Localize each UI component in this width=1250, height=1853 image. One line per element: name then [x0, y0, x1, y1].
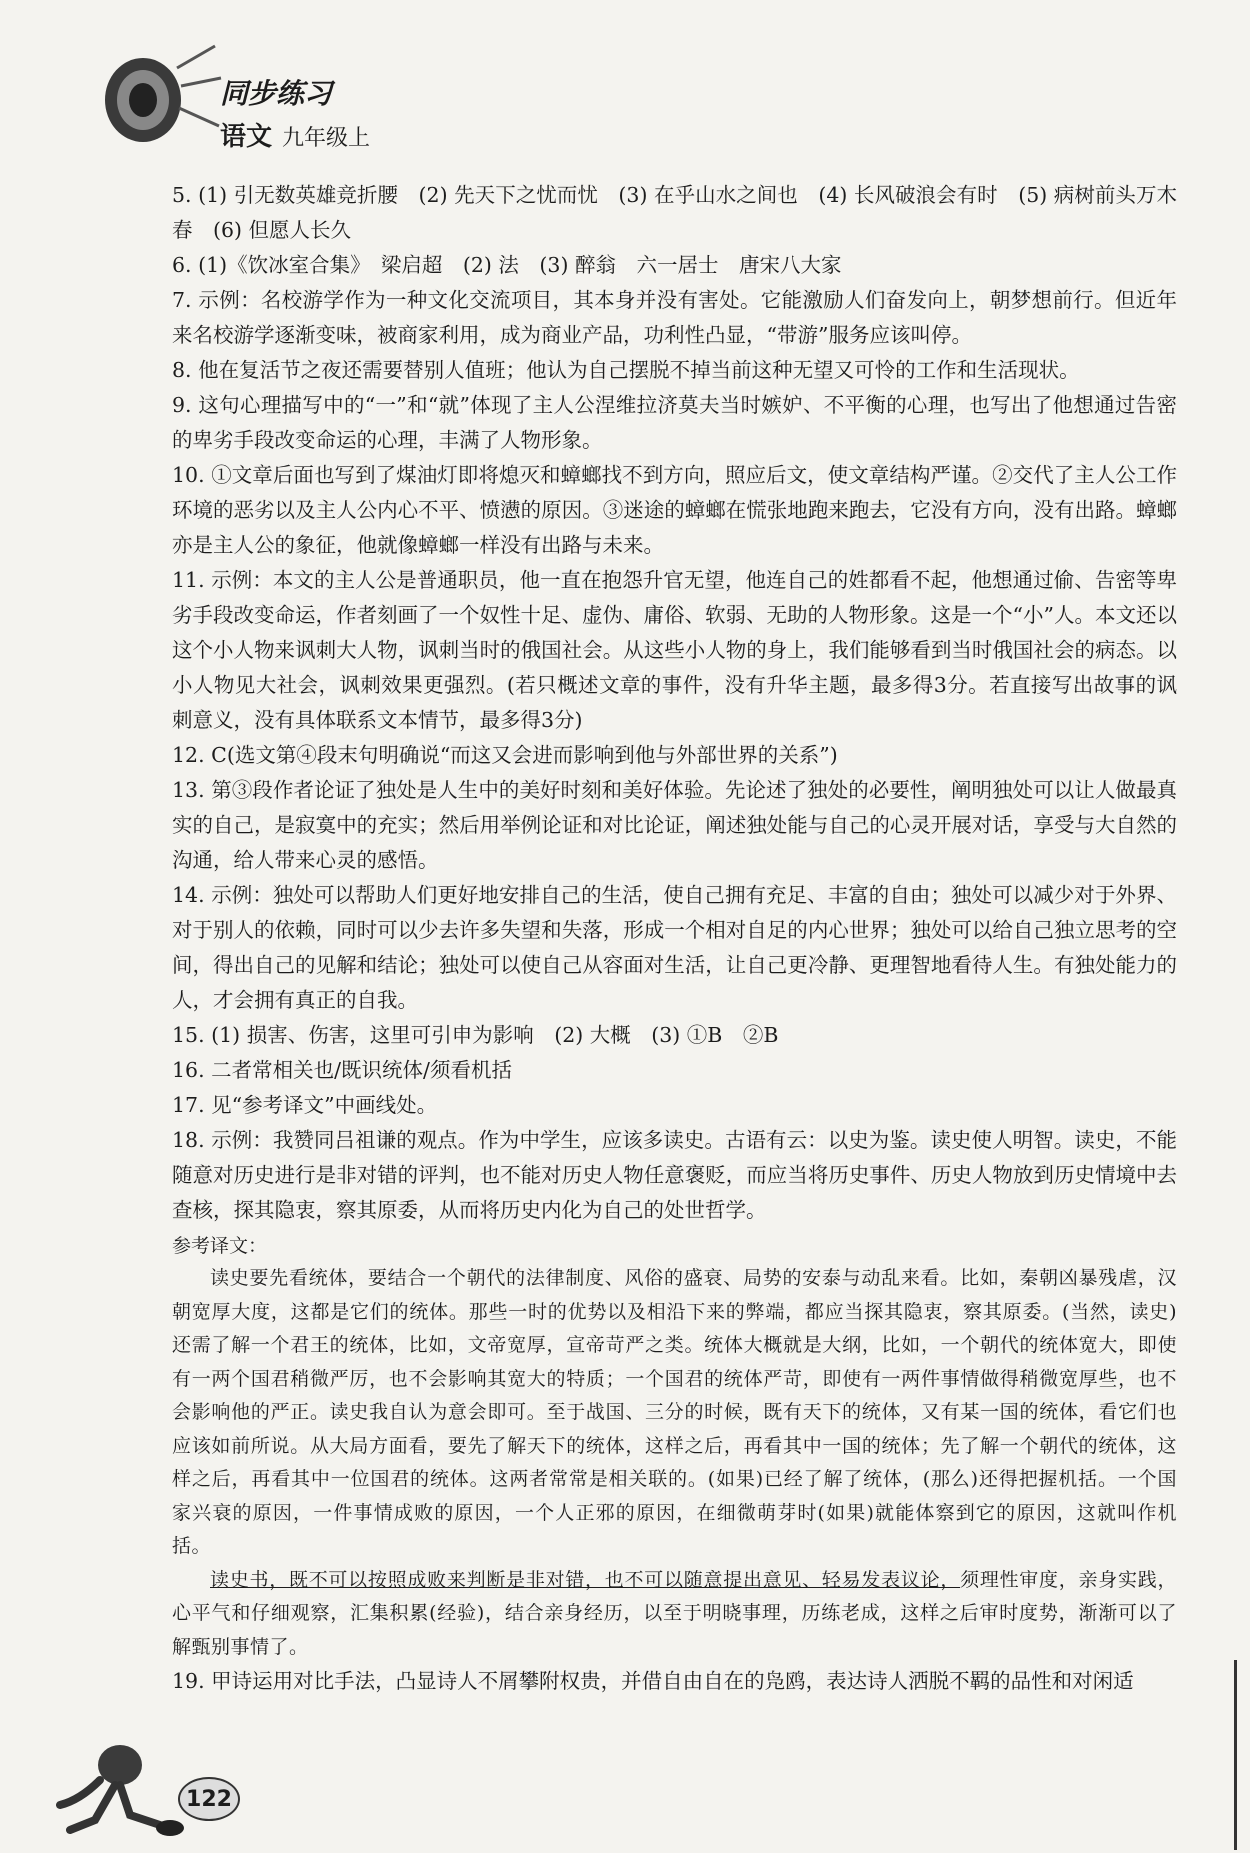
paragraph-text: 须理性审度，亲身实践，心平气和仔细观察，汇集积累(经验)，结合亲身经历，以至于明晓事理，历练老成，这样之后审时度势，渐渐可以了解甄别事情了。 [172, 1568, 1177, 1658]
answer-item [172, 458, 1177, 563]
page-header [95, 38, 435, 158]
book-subtitle [220, 116, 370, 153]
answer-item [172, 878, 1177, 1018]
grade-label: 九年级上 [282, 126, 371, 151]
running-figure-icon [40, 1730, 200, 1840]
item-number: 13. [172, 778, 205, 802]
item-number: 6. [172, 253, 192, 277]
item-text: 他在复活节之夜还需要替别人值班；他认为自己摆脱不掉当前这种无望又可怜的工作和生活现状。 [198, 358, 1080, 382]
item-text: 甲诗运用对比手法，凸显诗人不屑攀附权贵，并借自由自在的凫鸥，表达诗人洒脱不羁的品性和对闲适 [211, 1669, 1134, 1693]
item-text: ①文章后面也写到了煤油灯即将熄灭和蟑螂找不到方向，照应后文，使文章结构严谨。②交代了主人公工作环境的恶劣以及主人公内心不平、愤懑的原因。③迷途的蟑螂在慌张地跑来跑去，它没有方向，没有出路。蟑螂亦是主人公的象征，他就像蟑螂一样没有出路与未来。 [172, 463, 1177, 557]
item-number: 16. [172, 1058, 205, 1082]
answer-item [172, 1018, 1177, 1053]
book-title: 同步练习 [220, 77, 333, 110]
answer-item [172, 178, 1177, 248]
answer-item [172, 563, 1177, 738]
answer-item [172, 248, 1177, 283]
item-text: 这句心理描写中的“一”和“就”体现了主人公涅维拉济莫夫当时嫉妒、不平衡的心理，也写出了他想通过告密的卑劣手段改变命运的心理，丰满了人物形象。 [172, 393, 1177, 452]
reference-paragraph: 读史要先看统体，要结合一个朝代的法律制度、风俗的盛衰、局势的安泰与动乱来看。比如，秦朝凶暴残虐，汉朝宽厚大度，这都是它们的统体。那些一时的优势以及相沿下来的弊端，都应当探其隐衷，察其原委。(当然，读史)还需了解一个君王的统体，比如，文帝宽厚，宣帝苛严之类。统体大概就是大纲，比如，一个朝代的统体宽大，即使有一两个国君稍微严厉，也不会影响其宽大的特质；一个国君的统体严苛，即使有一两件事情做得稍微宽厚些，也不会影响他的严正。读史我自认为意会即可。至于战国、三分的时候，既有天下的统体，又有某一国的统体，看它们也应该如前所说。从大局方面看，要先了解天下的统体，这样之后，再看其中一国的统体；先了解一个朝代的统体，这样之后，再看其中一位国君的统体。这两者常常是相关联的。(如果)已经了解了统体，(那么)还得把握机括。一个国家兴衰的原因，一件事情成败的原因，一个人正邪的原因，在细微萌芽时(如果)就能体察到它的原因，这就叫作机括。 [172, 1267, 1177, 1557]
item-text: (1) 损害、伤害，这里可引申为影响 (2) 大概 (3) ①B ②B [211, 1023, 779, 1047]
item-text: 示例：我赞同吕祖谦的观点。作为中学生，应该多读史。古语有云：以史为鉴。读史使人明智。读史，不能随意对历史进行是非对错的评判，也不能对历史人物任意褒贬，而应当将历史事件、历史人物放到历史情境中去查核，探其隐衷，察其原委，从而将历史内化为自己的处世哲学。 [172, 1128, 1177, 1222]
item-number: 14. [172, 883, 205, 907]
item-number: 12. [172, 743, 205, 767]
item-number: 10. [172, 463, 205, 487]
answer-item [172, 1053, 1177, 1088]
item-text: 示例：本文的主人公是普通职员，他一直在抱怨升官无望，他连自己的姓都看不起，他想通过偷、告密等卑劣手段改变命运，作者刻画了一个奴性十足、虚伪、庸俗、软弱、无助的人物形象。这是一个“小”人。本文还以这个小人物来讽刺大人物，讽刺当时的俄国社会。从这些小人物的身上，我们能够看到当时俄国社会的病态。以小人物见大社会，讽刺效果更强烈。(若只概述文章的事件，没有升华主题，最多得3分。若直接写出故事的讽刺意义，没有具体联系文本情节，最多得3分) [172, 568, 1177, 732]
item-number: 7. [172, 288, 192, 312]
item-number: 11. [172, 568, 205, 592]
subject-label: 语文 [220, 122, 273, 152]
item-text: C(选文第④段末句明确说“而这又会进而影响到他与外部世界的关系”) [211, 743, 838, 767]
underlined-text: 读史书，既不可以按照成败来判断是非对错，也不可以随意提出意见、轻易发表议论， [210, 1568, 961, 1591]
item-text: 见“参考译文”中画线处。 [211, 1093, 438, 1117]
item-number: 18. [172, 1128, 205, 1152]
answer-item [172, 1123, 1177, 1228]
item-text: (1)《饮冰室合集》 梁启超 (2) 法 (3) 醉翁 六一居士 唐宋八大家 [198, 253, 842, 277]
item-text: 示例：独处可以帮助人们更好地安排自己的生活，使自己拥有充足、丰富的自由；独处可以减少对于外界、对于别人的依赖，同时可以少去许多失望和失落，形成一个相对自足的内心世界；独处可以给自己独立思考的空间，得出自己的见解和结论；独处可以使自己从容面对生活，让自己更冷静、更理智地看待人生。有独处能力的人，才会拥有真正的自我。 [172, 883, 1177, 1012]
answer-item [172, 1664, 1177, 1699]
megaphone-icon [95, 38, 225, 158]
reference-paragraph [172, 1564, 1177, 1665]
answer-item [172, 388, 1177, 458]
item-number: 8. [172, 358, 192, 382]
item-text: (1) 引无数英雄竞折腰 (2) 先天下之忧而忧 (3) 在乎山水之间也 (4) 长风破浪会有时 (5) 病树前头万木春 (6) 但愿人长久 [172, 183, 1177, 242]
reference-title: 参考译文： [172, 1235, 268, 1257]
answer-item [172, 1088, 1177, 1123]
answer-content [172, 178, 1177, 1699]
item-number: 19. [172, 1669, 205, 1693]
answer-item [172, 283, 1177, 353]
answer-item [172, 773, 1177, 878]
item-number: 5. [172, 183, 192, 207]
item-text: 二者常相关也/既识统体/须看机括 [211, 1058, 512, 1082]
answer-item [172, 738, 1177, 773]
item-text: 示例：名校游学作为一种文化交流项目，其本身并没有害处。它能激励人们奋发向上，朝梦想前行。但近年来名校游学逐渐变味，被商家利用，成为商业产品，功利性凸显，“带游”服务应该叫停。 [172, 288, 1177, 347]
item-number: 17. [172, 1093, 205, 1117]
binding-edge [1234, 1660, 1237, 1850]
item-text: 第③段作者论证了独处是人生中的美好时刻和美好体验。先论述了独处的必要性，阐明独处可以让人做最真实的自己，是寂寞中的充实；然后用举例论证和对比论证，阐述独处能与自己的心灵开展对话，享受与大自然的沟通，给人带来心灵的感悟。 [172, 778, 1177, 872]
item-number: 9. [172, 393, 192, 417]
answer-item [172, 353, 1177, 388]
page-number: 122 [178, 1777, 240, 1821]
item-number: 15. [172, 1023, 205, 1047]
